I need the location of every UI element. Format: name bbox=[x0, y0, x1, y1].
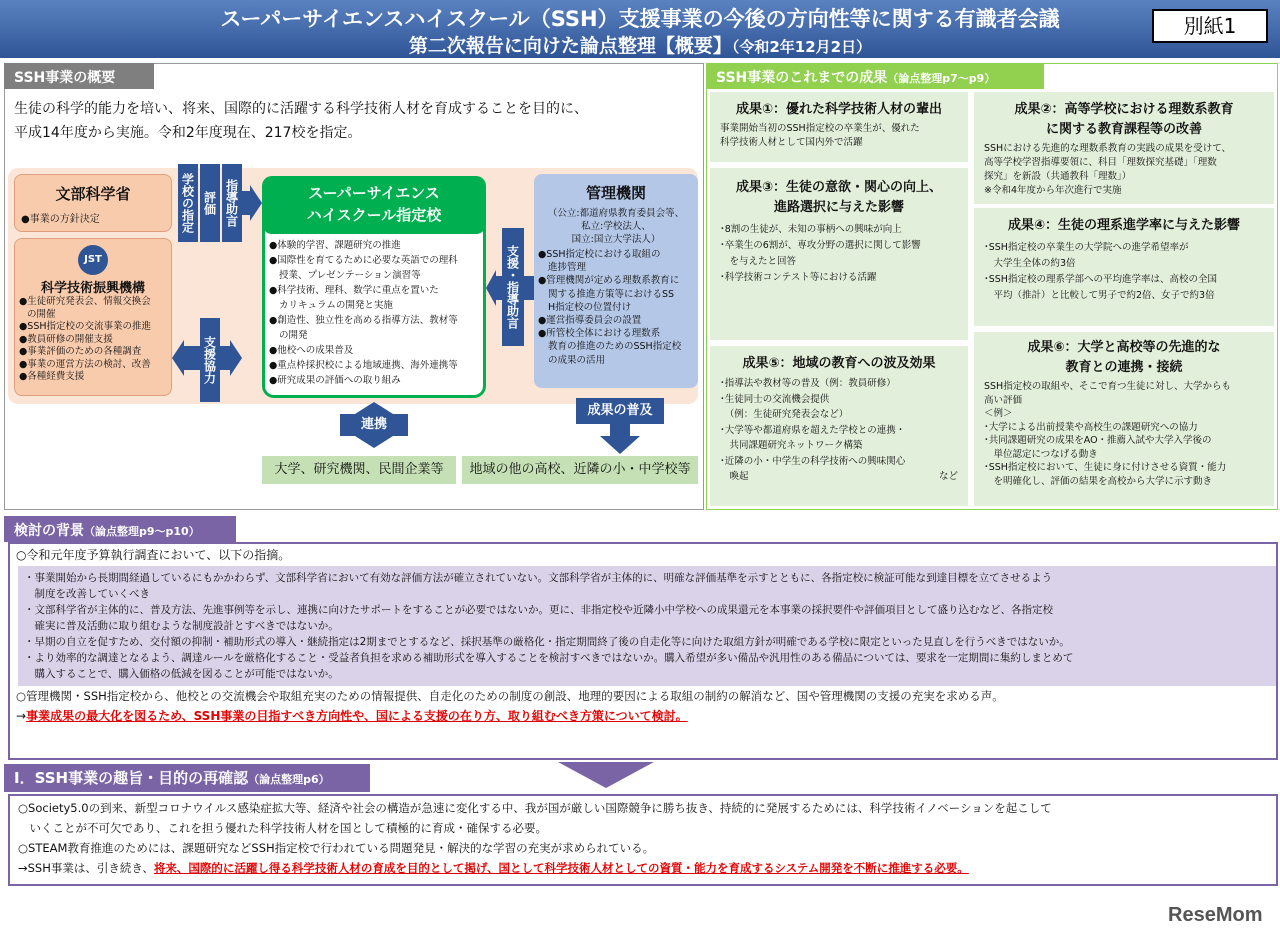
ssh-school-header: スーパーサイエンス ハイスクール指定校 bbox=[262, 176, 486, 234]
left-arrow-icon bbox=[172, 340, 200, 376]
achievement-1: 成果①：優れた科学技術人材の輩出 事業開始当初のSSH指定校の卒業生が、優れた 科学技術人材として国内外で活躍 bbox=[708, 90, 970, 164]
partners-box: 大学、研究機関、民間企業等 bbox=[262, 456, 456, 484]
support-guidance-arrow: 支援・指導助言 bbox=[502, 228, 524, 346]
section1-tab: Ⅰ．SSH事業の趣旨・目的の再確認（論点整理p6） bbox=[4, 764, 370, 792]
mgmt-items: ●SSH指定校における取組の 進捗管理 ●管理機関が定める理数系教育に 関する推進方策等におけるSS H指定校の位置付け ●運営指導委員会の設置 ●所管校全体における理数系 教育の推進のためのSSH指定校 の成果の活用 bbox=[538, 249, 682, 366]
support-coop-arrow: 支援協力 bbox=[200, 318, 220, 402]
guidance-arrow: 指導助言 bbox=[222, 164, 242, 242]
overview-tab: SSH事業の概要 bbox=[4, 63, 154, 89]
jst-title: 科学技術振興機構 bbox=[40, 281, 145, 296]
jst-items: ●生徒研究発表会、情報交換会 の開催 ●SSH指定校の交流事業の推進 ●教員研修の開催支援 ●事業評価のための各種調査 ●事業の運営方法の検討、改善 ●各種経費支援 bbox=[19, 296, 151, 382]
background-points: ・事業開始から長期間経過しているにもかかわらず、文部科学省において有効な評価方法が確立されていない。文部科学省が主体的に、明確な評価基準を示すとともに、各指定校に検証可能な到達目標を立てさせるよう 制度を改善していくべき ・文部科学省が主体的に、普及方法、先進事例等を示し、連携に向けたサポートをすることが必要ではないか。更に、非指定校や近隣小中学校への成果還元を本事業の採択要件や評価項目として盛り込むなど、各指定校 確実に普及活動に取り組むような制度設計とすべきではないか。 ・早期の自立を促すため、交付額の抑制・補助形式の導入・継続指定は2期までとするなど、採択基準の厳格化・指定期間終了後の自走化等に向けた取組方針が明確である学校に限定といった見直しを行うべきではないか。 ・より効率的な調達となるよう、調達ルールを厳格化すること・受益者負担を求める補助形式を導入することを検討すべきではないか。購入希望が多い備品や汎用性のある備品については、要求を一定期間に集約しまとめて 購入することで、購入価格の低減を図ることが可能ではないか。 bbox=[18, 566, 1276, 686]
right-arrow-icon bbox=[220, 340, 242, 376]
achievement-4: 成果④：生徒の理系進学率に与えた影響 ･SSH指定校の卒業生の大学院への進学希望率が 大学生全体の約3倍 ･SSH指定校の理系学部への平均進学率は、高校の全国 平均（推計）と比較して男子で約2倍、女子で約3倍 bbox=[972, 206, 1276, 328]
evaluation-arrow: 評価 bbox=[200, 164, 220, 242]
achievement-6: 成果⑥：大学と高校等の先進的な 教育との連携・接続 SSH指定校の取組や、そこで育つ生徒に対し、大学からも 高い評価 ＜例＞ ･大学による出前授業や高校生の課題研究への協力 ･共同課題研究の成果をAO・推薦入試や大学入学後の 単位認定につなげる動き ･SSH指定校において、生徒に身に付けさせる資質・能力 を明確化し、評価の結果を高校から大学に示す動き bbox=[972, 330, 1276, 508]
jst-logo: JST bbox=[78, 245, 108, 275]
right-arrow-icon bbox=[240, 185, 262, 221]
background-conclusion: →事業成果の最大化を図るため、SSH事業の目指すべき方向性や、国による支援の在り方、取り組むべき方策について検討。 bbox=[16, 709, 688, 723]
down-arrow-icon bbox=[600, 424, 640, 454]
jst-box bbox=[14, 238, 172, 396]
achievements-tab: SSH事業のこれまでの成果（論点整理p7～p9） bbox=[706, 63, 1044, 89]
mgmt-box bbox=[534, 174, 698, 388]
overview-intro: 生徒の科学的能力を培い、将来、国際的に活躍する科学技術人材を育成することを目的に、 平成14年度から実施。令和2年度現在、217校を指定。 bbox=[14, 101, 588, 141]
left-arrow-icon bbox=[486, 270, 504, 306]
achievement-3: 成果③：生徒の意欲・関心の向上、 進路選択に与えた影響 ･8割の生徒が、未知の事柄への興味が向上 ･卒業生の6割が、専攻分野の選択に関して影響 を与えたと回答 ･科学技術コンテスト等における活躍 bbox=[708, 166, 970, 342]
ssh-school-items: ●体験的学習、課題研究の推進 ●国際性を育てるために必要な英語での理科 授業、プレゼンテーション演習等 ●科学技術、理科、数学に重点を置いた カリキュラムの開発と実施 ●創造性、独立性を高める指導方法、教材等 の開発 ●他校への成果普及 ●重点枠採択校による地域連携、海外連携等 ●研究成果の評価への取り組み bbox=[269, 240, 458, 386]
mext-title: 文部科学省 bbox=[55, 185, 131, 203]
page-title: スーパーサイエンスハイスクール（SSH）支援事業の今後の方向性等に関する有識者会議 bbox=[220, 7, 1060, 31]
appendix-badge: 別紙1 bbox=[1152, 9, 1268, 43]
down-triangle-icon bbox=[558, 762, 654, 788]
mext-item: ●事業の方針決定 bbox=[21, 214, 100, 225]
ssh-school-box bbox=[262, 176, 486, 398]
resemom-logo: ReseMom bbox=[1168, 904, 1263, 926]
section1-panel: ○Society5.0の到来、新型コロナウイルス感染症拡大等、経済や社会の構造が急速に変化する中、我が国が厳しい国際競争に勝ち抜き、持続的に発展するためには、科学技術イノベーションを起こして いくことが不可欠であり、これを担う優れた科学技術人材を国として積極的に育成・確保する必要。 ○STEAM教育推進のためには、課題研究などSSH指定校で行われている問題発見・解決的な学習の充実が求められている。 →SSH事業は、引き続き、将来、国際的に活躍し得る科学技術人材の育成を目的として掲げ、国として科学技術人材としての資質・能力を育成するシステム開発を不断に推進する必要。 bbox=[8, 794, 1278, 886]
achievement-2: 成果②：高等学校における理数系教育 に関する教育課程等の改善 SSHにおける先進的な理数系教育の実践の成果を受けて、 高等学校学習指導要領に、科目「理数探究基礎」「理数 探究」を新設（共通教科「理数」） ※令和4年度から年次進行で実施 bbox=[972, 90, 1276, 206]
cooperation-label: 連携 bbox=[340, 414, 408, 436]
background-voice: ○管理機関・SSH指定校から、他校との交流機会や取組充実のための情報提供、自走化のための制度の創設、地理的要因による取組の制約の解消など、国や管理機関の支援の充実を求める声。 bbox=[16, 689, 1004, 703]
school-designation-arrow: 学校の指定 bbox=[178, 164, 198, 242]
background-panel bbox=[8, 542, 1278, 760]
dissemination-label: 成果の普及 bbox=[576, 398, 664, 424]
mext-box bbox=[14, 174, 172, 232]
mgmt-sub: （公立:都道府県教育委員会等、 私立:学校法人、 国立:国立大学法人） bbox=[547, 208, 685, 245]
achievement-5: 成果⑤：地域の教育への波及効果 ･指導法や教材等の普及（例：教員研修） ･生徒同士の交流機会提供 （例：生徒研究発表会など） ･大学等や都道府県を超えた学校との連携・ 共同課題研究ネットワーク構築 ･近隣の小・中学生の科学技術への興味関心 喚起 など bbox=[708, 344, 970, 508]
page-subtitle: 第二次報告に向けた論点整理【概要】（令和2年12月2日） bbox=[408, 35, 872, 57]
background-intro: ○令和元年度予算執行調査において、以下の指摘。 bbox=[16, 548, 291, 562]
mgmt-title: 管理機関 bbox=[585, 184, 646, 202]
page-header bbox=[0, 0, 1280, 58]
background-tab: 検討の背景（論点整理p9～p10） bbox=[4, 516, 236, 542]
others-box: 地域の他の高校、近隣の小・中学校等 bbox=[462, 456, 698, 484]
